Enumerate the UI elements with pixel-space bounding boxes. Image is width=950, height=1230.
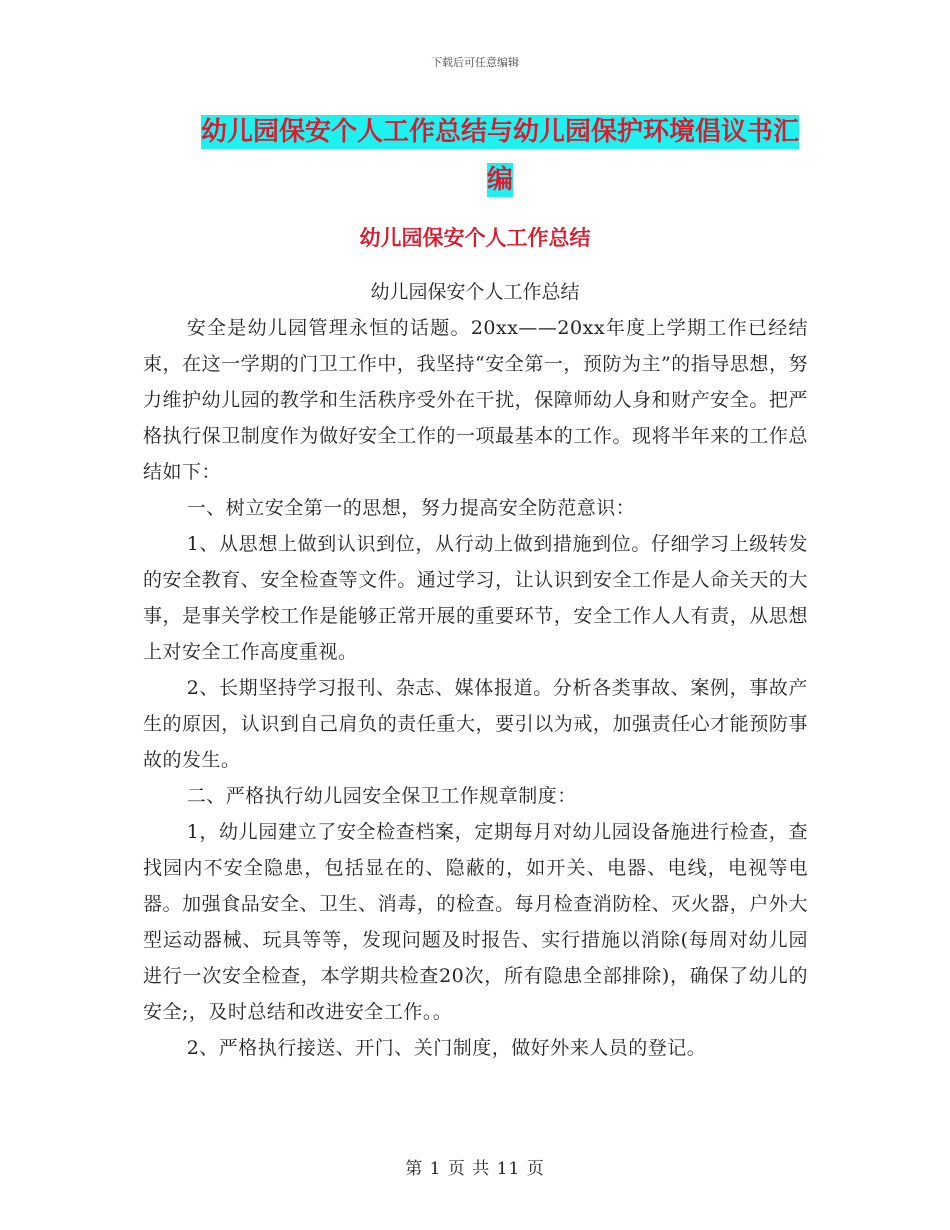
document-title-text: 幼儿园保安个人工作总结与幼儿园保护环境倡议书汇编 [200,117,799,195]
paragraph: 二、严格执行幼儿园安全保卫工作规章制度： [186,785,577,807]
paragraph: 安全是幼儿园管理永恒的话题。20xx——20xx年度上学期工作已经结束，在这一学期的门卫工作中，我坚持“安全第一，预防为主”的指导思想，努力维护幼儿园的教学和生活秩序受外在干扰，保障师幼人身和财产安全。把严格执行保卫制度作为做好安全工作的一项最基本的工作。现将半年来的工作总结如下： [143,317,808,483]
paragraph: 1，幼儿园建立了安全检查档案，定期每月对幼儿园设备施进行检查，查找园内不安全隐患，包括显在的、隐蔽的，如开关、电器、电线，电视等电器。加强食品安全、卫生、消毒，的检查。每月检查消防栓、灭火器，户外大型运动器械、玩具等等，发现问题及时报告、实行措施以消除(每周对幼儿园进行一次安全检查，本学期共检查20次，所有隐患全部排除)，确保了幼儿的安全;，及时总结和改进安全工作。。 [143,821,808,1023]
page-footer: 第 1 页 共 11 页 [405,1159,545,1179]
paragraph: 1、从思想上做到认识到位，从行动上做到措施到位。仔细学习上级转发的安全教育、安全检查等文件。通过学习，让认识到安全工作是人命关天的大事，是事关学校工作是能够正常开展的重要环节，安全工作人人有责，从思想上对安全工作高度重视。 [143,533,808,663]
paragraph: 一、树立安全第一的思想，努力提高安全防范意识： [186,497,636,519]
paragraph: 2、长期坚持学习报刊、杂志、媒体报道。分析各类事故、案例，事故产生的原因，认识到自己肩负的责任重大，要引以为戒，加强责任心才能预防事故的发生。 [143,677,808,771]
document-body [143,310,808,1066]
document-title [190,108,810,204]
section-title: 幼儿园保安个人工作总结 [359,226,591,250]
section-subtitle: 幼儿园保安个人工作总结 [370,281,580,303]
header-note: 下载后可任意编辑 [431,56,519,69]
paragraph: 2、严格执行接送、开门、关门制度，做好外来人员的登记。 [186,1037,707,1059]
